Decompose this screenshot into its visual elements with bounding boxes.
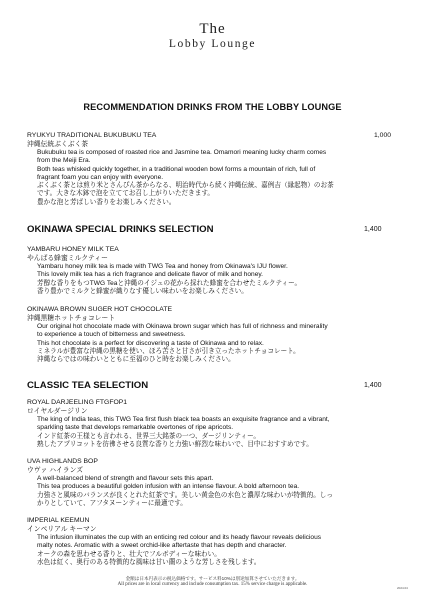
desc-line: This hot chocolate is a perfect for discovering a taste of Okinawa and to relax. <box>37 339 264 347</box>
item-name: UVA HIGHLANDS BOP <box>27 458 98 465</box>
menu-item-royal-darjeeling <box>27 398 407 449</box>
item-description <box>27 263 407 296</box>
menu-item-hot-chocolate <box>27 305 407 364</box>
desc-line: Yambaru honey milk tea is made with TWG Tea and honey from Okinawa's IJU flower. <box>37 263 288 270</box>
section-title-classic: CLASSIC TEA SELECTION <box>27 380 149 391</box>
desc-line: from the Meiji Era. <box>37 157 91 165</box>
lobby-lounge-logo <box>0 22 425 51</box>
desc-line: 力強さと風味のバランスが良くとれた紅茶です。美しい黄金色の水色と濃厚な味わいが特徴的。しっ <box>37 491 333 499</box>
item-name-ja: 沖縄伝統ぶくぶく茶 <box>27 141 89 148</box>
desc-line: sparkling taste that develops remarkable overtones of ripe apricots. <box>37 424 234 432</box>
desc-line: インド紅茶の王様とも言われる、世界三大銘茶の一つ、ダージリンティー。 <box>37 432 260 440</box>
item-description <box>27 475 407 508</box>
page-title: RECOMMENDATION DRINKS FROM THE LOBBY LOUNGE <box>83 102 342 112</box>
logo-lobby-lounge: Lobby Lounge <box>168 38 257 50</box>
desc-line: A well-balanced blend of strength and flavour sets this apart. <box>37 475 214 482</box>
desc-line: 熟したアプリコットを彷彿させる良質な香りと力強い鮮烈な味わいで、目中におすすめです。 <box>37 440 313 448</box>
menu-item-uva-highlands <box>27 457 407 508</box>
desc-line: malty notes. Aromatic with a sweet orchid-like aftertaste that has depth and character. <box>37 542 287 550</box>
logo-the: The <box>199 21 226 37</box>
desc-line: オークの森を思わせる香りと、壮大でフルボディーな味わい。 <box>37 550 221 558</box>
section-price-okinawa: 1,400 <box>364 226 382 233</box>
desc-line: The infusion illuminates the cup with an enticing red colour and its heady flavour reveals delicious <box>37 534 322 541</box>
desc-line: 香り豊かでミルクと蜂蜜が織りなす優しい味わいをお楽しみください。 <box>37 287 248 295</box>
desc-line: 豊かな泡と芳ばしい香りをお楽しみください。 <box>37 198 176 206</box>
item-name: ROYAL DARJEELING FTGFOP1 <box>27 399 128 406</box>
desc-line: This lovely milk tea has a rich fragrance and delicate flavor of milk and honey. <box>37 271 264 279</box>
footer-note <box>0 576 425 588</box>
desc-line: Our original hot chocolate made with Okinawa brown sugar which has full of richness and minerality <box>37 323 328 330</box>
item-name: YAMBARU HONEY MILK TEA <box>27 246 119 253</box>
menu-item-honey-milk-tea <box>27 245 407 296</box>
item-name: RYUKYU TRADITIONAL BUKUBUKU TEA <box>27 132 157 139</box>
desc-line: to experience a touch of bitterness and sweetness. <box>37 331 186 339</box>
desc-line: Both teas whisked quickly together, in a traditional wooden bowl forms a mountain of rich, full of <box>37 165 316 173</box>
desc-line: The king of India teas, this TWG Tea first flush black tea boasts an exquisite fragrance and a vibrant, <box>37 416 330 423</box>
item-name-ja: ロイヤルダージリン <box>27 408 88 415</box>
desc-line: fragrant foam you can enjoy with everyone. <box>37 173 164 181</box>
footer-note-ja: 金額は日本円表示の税込価格です。サービス料10%は別途加算させていただきます。 <box>125 576 300 581</box>
section-title-okinawa: OKINAWA SPECIAL DRINKS SELECTION <box>27 224 214 235</box>
desc-line: Bukubuku tea is composed of roasted rice and Jasmine tea. Omamori meaning lucky charm comes <box>37 149 327 156</box>
item-name-ja: 沖縄黒糖ホットチョコレート <box>27 315 116 322</box>
menu-item-imperial-keemun <box>27 516 407 567</box>
desc-line: 水色は紅く、奥行のある特徴的な風味は甘い蘭のような芳しさを残します。 <box>37 558 261 566</box>
print-code: 2024.04 <box>397 586 408 590</box>
desc-line: ぶくぶく茶とは煎り米とさんぴん茶からなる、明治時代から続く沖縄伝統、嘉例吉（縁起物）のお茶 <box>37 182 334 190</box>
footer-note-en: All prices are in local currency and include consumption tax. 15% service charge is applicable. <box>117 582 308 587</box>
desc-line: かりとしていて、アフタヌーンティーに最適です。 <box>37 499 187 507</box>
item-description <box>27 149 407 207</box>
item-name-ja: やんばる蜂蜜ミルクティー <box>27 255 108 262</box>
item-name: OKINAWA BROWN SUGER HOT CHOCOLATE <box>27 306 173 313</box>
desc-line: ミネラルが豊富な沖縄の黒糖を使い、ほろ苦さと甘さが引き立ったホットチョコレート。 <box>37 347 300 355</box>
item-price: 1,000 <box>374 132 392 139</box>
desc-line: This tea produces a beautiful golden infusion with an intense flavour. A bold afternoon tea. <box>37 483 300 491</box>
item-description <box>27 323 407 364</box>
section-price-classic: 1,400 <box>364 382 382 389</box>
item-name: IMPERIAL KEEMUN <box>27 517 90 524</box>
desc-line: です。大きな木鉢で泡を立ててお召し上がりいただきます。 <box>37 190 214 198</box>
menu-item-bukubuku <box>27 131 407 207</box>
item-description <box>27 416 407 449</box>
desc-line: 沖縄ならではの味わいとともに至福のひと時をお楽しみください。 <box>37 356 235 364</box>
item-description <box>27 534 407 567</box>
desc-line: 芳醇な香りをもつTWG Teaと沖縄のイジュの花から採れた蜂蜜を合わせたミルクティー。 <box>37 279 302 287</box>
item-name-ja: ウヴァ ハイランズ <box>27 467 83 474</box>
item-name-ja: インペリアル キーマン <box>27 526 97 533</box>
